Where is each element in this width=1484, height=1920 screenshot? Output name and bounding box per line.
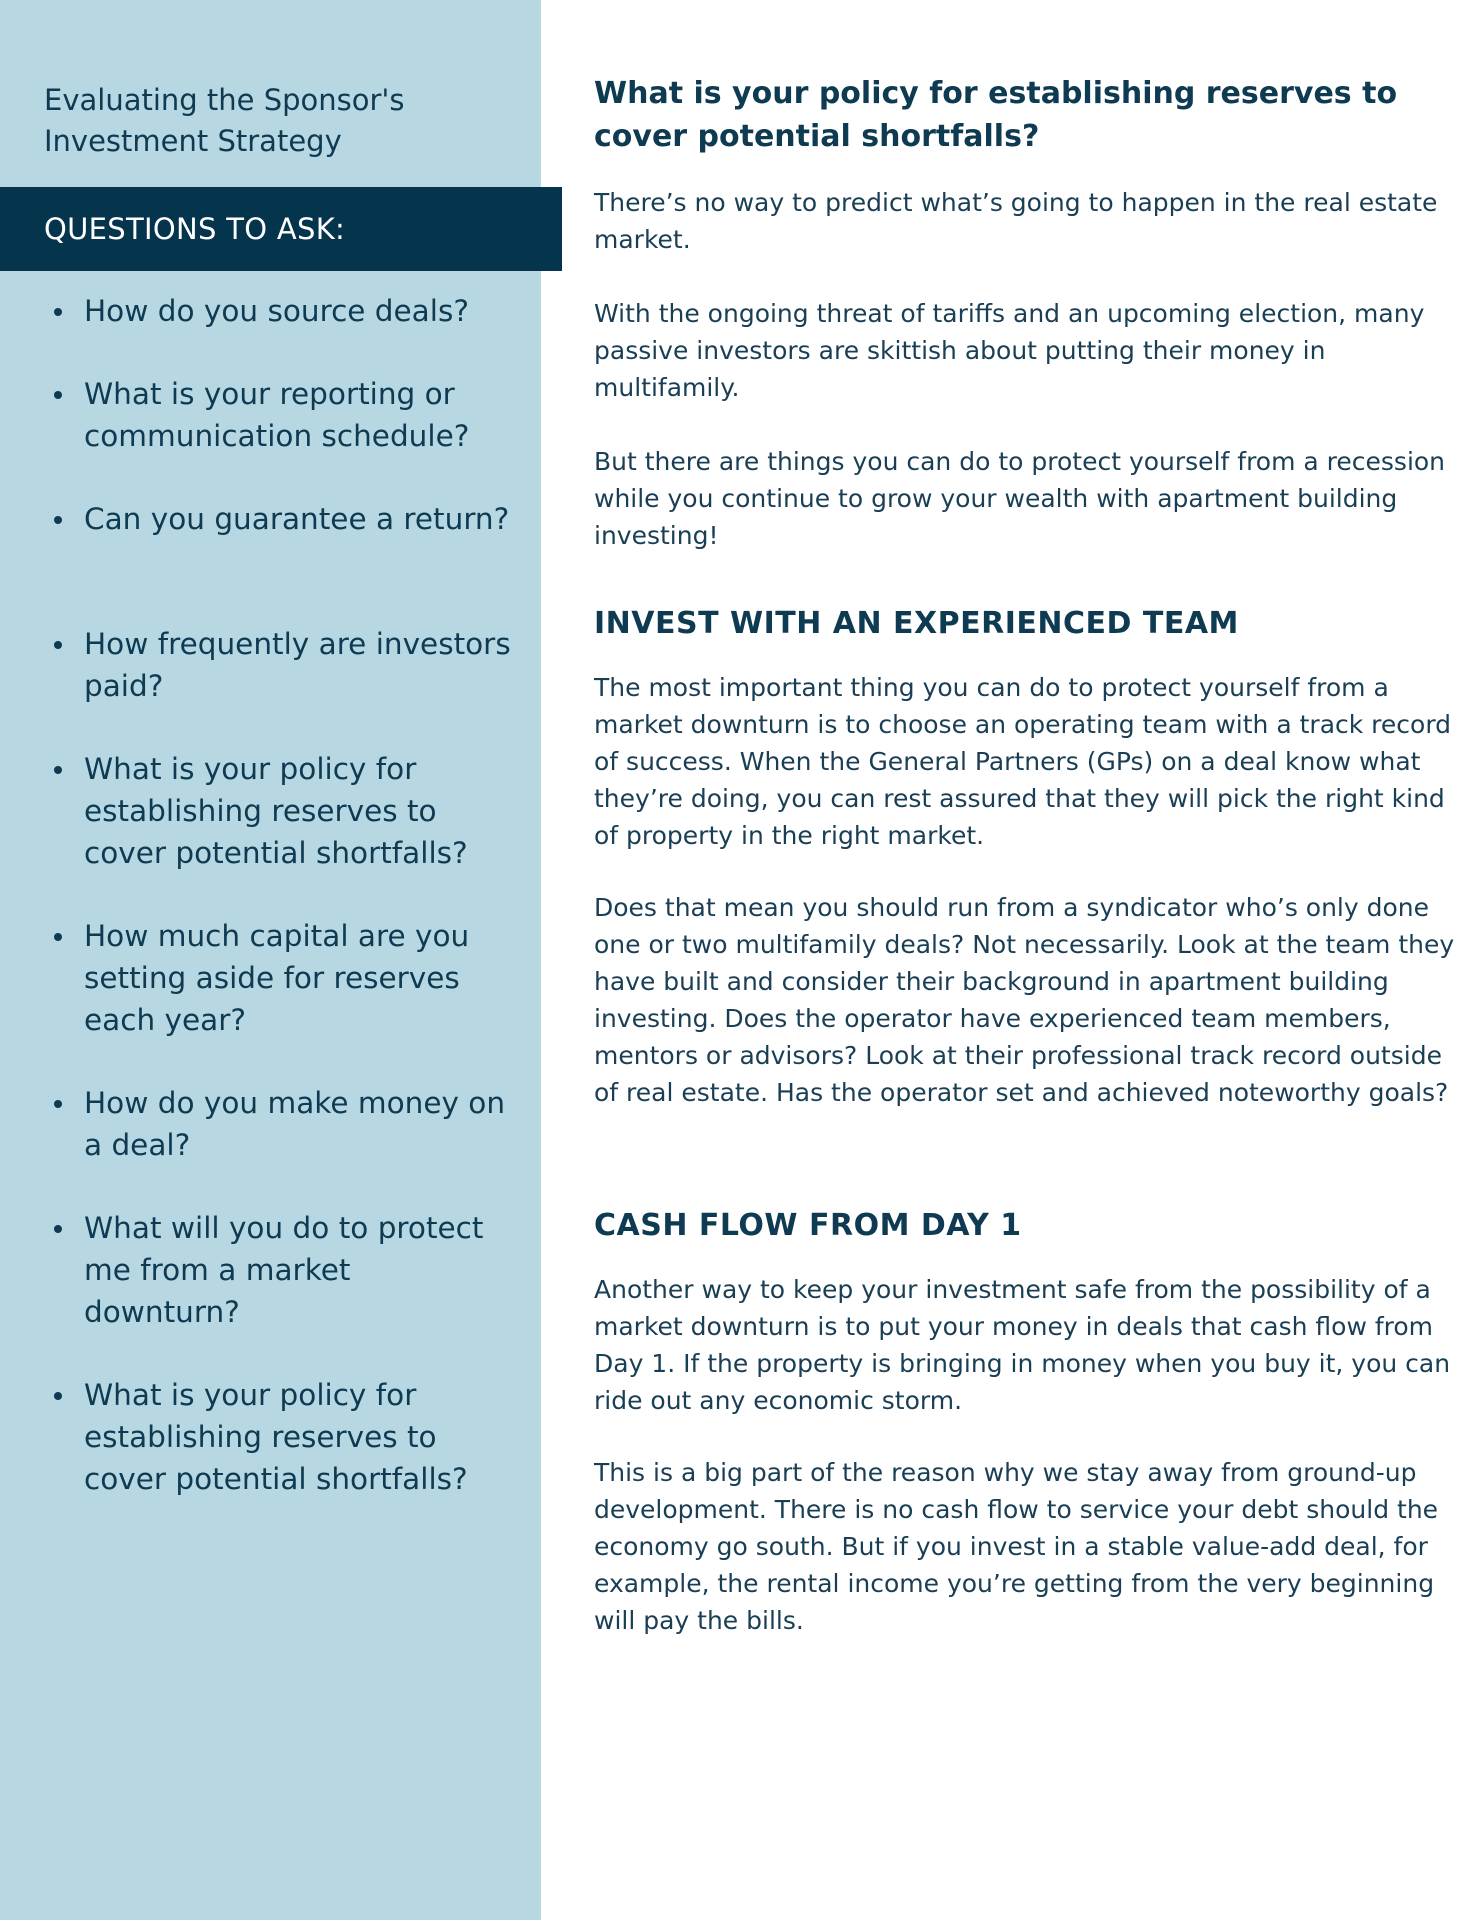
bullet-icon xyxy=(54,641,62,649)
question-item xyxy=(44,1374,514,1500)
section-heading-cash-flow: CASH FLOW FROM DAY 1 xyxy=(594,1208,1022,1243)
question-text: How frequently are investors paid? xyxy=(84,627,511,703)
question-item xyxy=(44,623,514,707)
bullet-icon xyxy=(54,391,62,399)
intro-paragraph: There’s no way to predict what’s going to happen in the real estate market. xyxy=(594,188,1438,254)
question-text: How do you source deals? xyxy=(84,294,469,328)
bullet-icon xyxy=(54,1225,62,1233)
question-item xyxy=(44,915,514,1041)
section-paragraph: This is a big part of the reason why we stay away from ground-up development. There is no cash flow to service your debt should the economy go south. But if you invest in a stable value-add deal, for example, the rental income you’re getting from the very beginning will pay the bills. xyxy=(594,1458,1439,1635)
question-text: How much capital are you setting aside for reserves each year? xyxy=(84,919,470,1037)
bullet-icon xyxy=(54,516,62,524)
bullet-icon xyxy=(54,766,62,774)
question-text: What is your policy for establishing reserves to cover potential shortfalls? xyxy=(84,1378,468,1496)
question-text: What is your reporting or communication schedule? xyxy=(84,377,470,453)
question-item xyxy=(44,290,514,332)
section-heading-experienced-team: INVEST WITH AN EXPERIENCED TEAM xyxy=(594,606,1239,641)
section-paragraph: Another way to keep your investment safe from the possibility of a market downturn is to put your money in deals that cash flow from Day 1. If the property is bringing in money when you buy it, you can ride out any economic storm. xyxy=(594,1275,1451,1415)
bullet-icon xyxy=(54,1100,62,1108)
page-heading: What is your policy for establishing reserves to cover potential shortfalls? xyxy=(594,76,1398,154)
question-item xyxy=(44,1207,514,1333)
section-paragraph: The most important thing you can do to protect yourself from a market downturn is to choose an operating team with a track record of success. When the General Partners (GPs) on a deal know what they’re doing, you can rest assured that they will pick the right kind of property in the right market. xyxy=(594,673,1452,850)
question-text: Can you guarantee a return? xyxy=(84,502,510,536)
section-paragraph: Does that mean you should run from a syndicator who’s only done one or two multifamily deals? Not necessarily. Look at the team they have built and consider their background in apartment building investing. Does the operator have experienced team members, mentors or advisors? Look at their professional track record outside of real estate. Has the operator set and achieved noteworthy goals? xyxy=(594,893,1455,1107)
questions-banner-label: QUESTIONS TO ASK: xyxy=(44,212,346,246)
sidebar-title: Evaluating the Sponsor's Investment Strategy xyxy=(44,83,405,158)
question-item xyxy=(44,373,514,457)
sidebar xyxy=(0,0,541,1920)
questions-banner xyxy=(0,187,562,271)
question-item xyxy=(44,748,514,874)
question-item xyxy=(44,498,514,540)
question-item xyxy=(44,1082,514,1166)
bullet-icon xyxy=(54,1392,62,1400)
question-text: What is your policy for establishing reserves to cover potential shortfalls? xyxy=(84,752,468,870)
question-text: How do you make money on a deal? xyxy=(84,1086,506,1162)
bullet-icon xyxy=(54,933,62,941)
bullet-icon xyxy=(54,308,62,316)
intro-paragraph: With the ongoing threat of tariffs and an upcoming election, many passive investors are skittish about putting their money in multifamily. xyxy=(594,299,1425,402)
intro-paragraph: But there are things you can do to protect yourself from a recession while you continue to grow your wealth with apartment building investing! xyxy=(594,447,1446,550)
question-text: What will you do to protect me from a market downturn? xyxy=(84,1211,484,1329)
